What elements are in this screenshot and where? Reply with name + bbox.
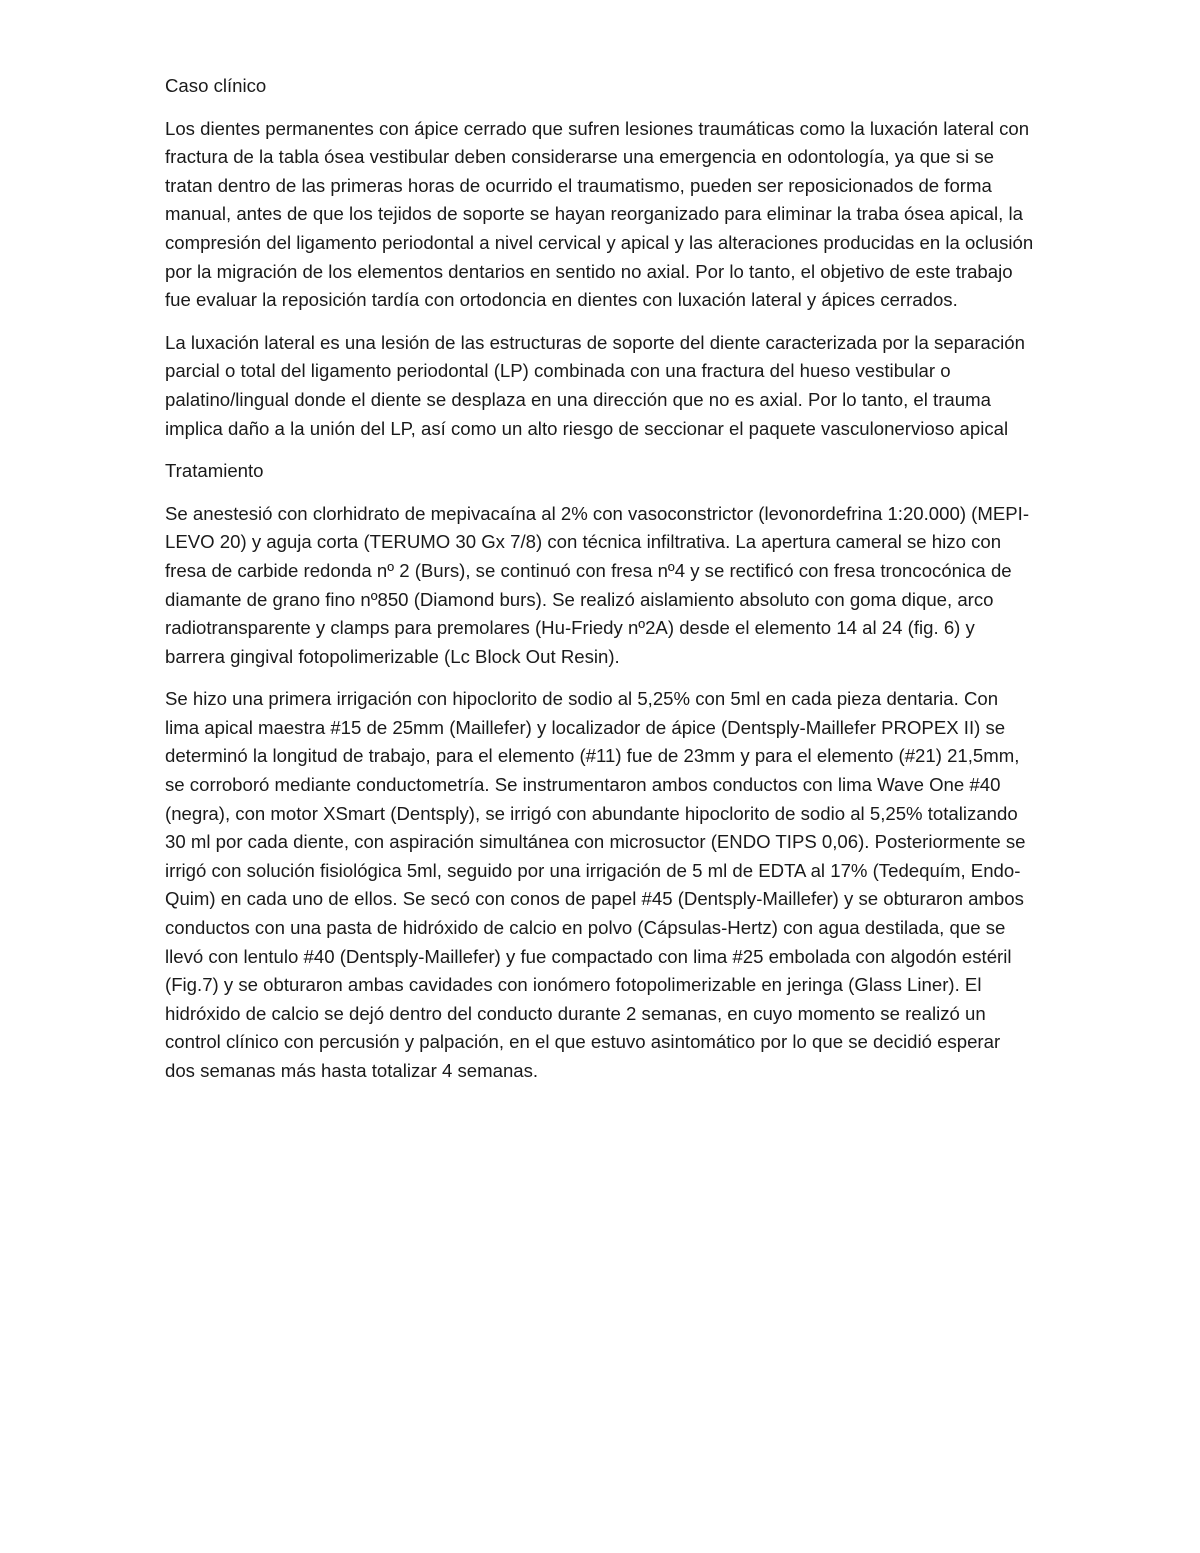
document-title: Caso clínico — [165, 75, 267, 96]
paragraph-intro-1: Los dientes permanentes con ápice cerrado que sufren lesiones traumáticas como la luxación lateral con fractura de la tabla ósea vestibular deben considerarse una emergencia en odontología, ya que si se tratan dentro de las primeras horas de ocurrido el traumatismo, pueden ser reposicionados de forma manual, antes de que los tejidos de soporte se hayan reorganizado para eliminar la traba ósea apical, la compresión del ligamento periodontal a nivel cervical y apical y las alteraciones producidas en la oclusión por la migración de los elementos dentarios en sentido no axial. Por lo tanto, el objetivo de este trabajo fue evaluar la reposición tardía con ortodoncia en dientes con luxación lateral y ápices cerrados. — [165, 117, 1034, 311]
section-heading-tratamiento: Tratamiento — [165, 460, 264, 482]
document-body — [165, 72, 1035, 1100]
paragraph-treatment-2: Se hizo una primera irrigación con hipoclorito de sodio al 5,25% con 5ml en cada pieza dentaria. Con lima apical maestra #15 de 25mm (Maillefer) y localizador de ápice (Dentsply-Maillefer PROPEX II) se determinó la longitud de trabajo, para el elemento (#11) fue de 23mm y para el elemento (#21) 21,5mm, se corroboró mediante conductometría. Se instrumentaron ambos conductos con lima Wave One #40 (negra), con motor XSmart (Dentsply), se irrigó con abundante hipoclorito de sodio al 5,25% totalizando 30 ml por cada diente, con aspiración simultánea con microsuctor (ENDO TIPS 0,06). Posteriormente se irrigó con solución fisiológica 5ml, seguido por una irrigación de 5 ml de EDTA al 17% (Tedequím, Endo-Quim) en cada uno de ellos. Se secó con conos de papel #45 (Dentsply-Maillefer) y se obturaron ambos conductos con una pasta de hidróxido de calcio en polvo (Cápsulas-Hertz) con agua destilada, que se llevó con lentulo #40 (Dentsply-Maillefer) y fue compactado con lima #25 embolada con algodón estéril (Fig.7) y se obturaron ambas cavidades con ionómero fotopolimerizable en jeringa (Glass Liner). El hidróxido de calcio se dejó dentro del conducto durante 2 semanas, en cuyo momento se realizó un control clínico con percusión y palpación, en el que estuvo asintomático por lo que se decidió esperar dos semanas más hasta totalizar 4 semanas. — [165, 688, 1026, 1081]
paragraph-intro-2: La luxación lateral es una lesión de las estructuras de soporte del diente caracterizada por la separación parcial o total del ligamento periodontal (LP) combinada con una fractura del hueso vestibular o palatino/lingual donde el diente se desplaza en una dirección que no es axial. Por lo tanto, el trauma implica daño a la unión del LP, así como un alto riesgo de seccionar el paquete vasculonervioso apical — [165, 331, 1025, 439]
paragraph-treatment-1: Se anestesió con clorhidrato de mepivacaína al 2% con vasoconstrictor (levonordefrina 1:20.000) (MEPI-LEVO 20) y aguja corta (TERUMO 30 Gx 7/8) con técnica infiltrativa. La apertura cameral se hizo con fresa de carbide redonda nº 2 (Burs), se continuó con fresa nº4 y se rectificó con fresa troncocónica de diamante de grano fino nº850 (Diamond burs). Se realizó aislamiento absoluto con goma dique, arco radiotransparente y clamps para premolares (Hu-Friedy nº2A) desde el elemento 14 al 24 (fig. 6) y barrera gingival fotopolimerizable (Lc Block Out Resin). — [165, 502, 1030, 667]
